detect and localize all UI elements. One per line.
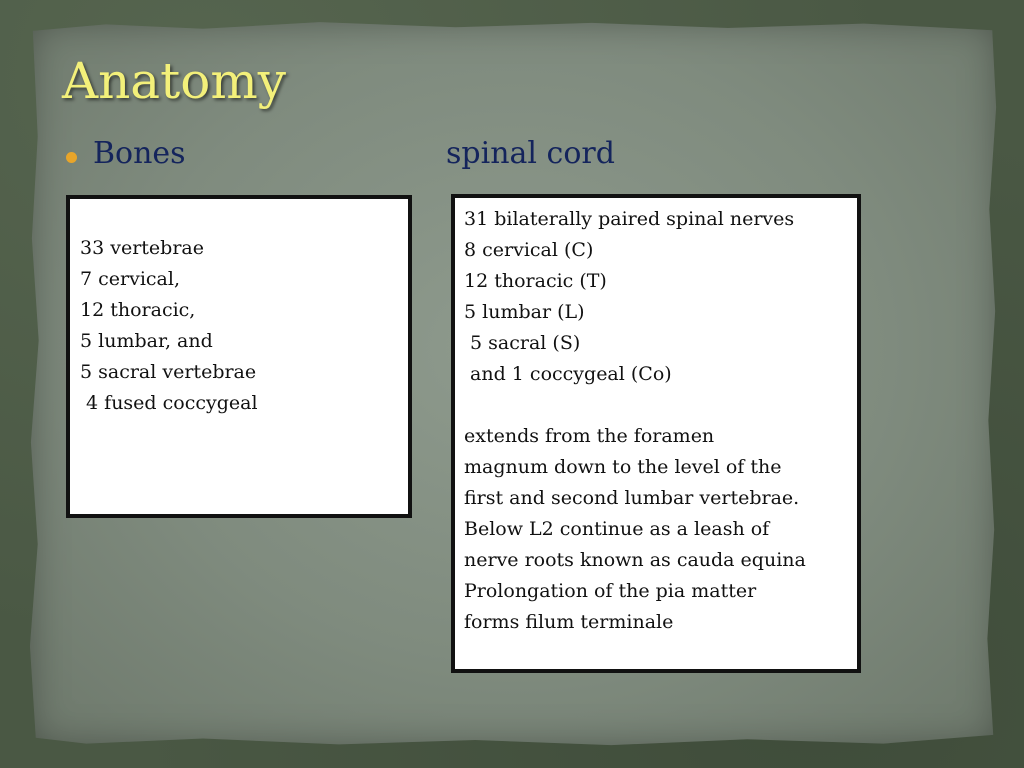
spinal-paragraph-line: Prolongation of the pia matter: [464, 580, 757, 602]
subheadings-row: [66, 136, 766, 176]
bones-line: 7 cervical,: [80, 268, 180, 290]
spinal-paragraph-line: nerve roots known as cauda equina: [464, 549, 806, 571]
spinal-paragraph-line: extends from the foramen: [464, 425, 715, 447]
spinal-cord-text-box: [451, 194, 861, 673]
spinal-paragraph-line: forms filum terminale: [464, 611, 674, 633]
spinal-spacer: [464, 390, 849, 421]
heading-bones: Bones: [93, 136, 186, 171]
spinal-line: 8 cervical (C): [464, 239, 594, 261]
bones-text-box: [66, 195, 412, 518]
slide-title: Anatomy: [62, 52, 286, 110]
bones-line: 33 vertebrae: [80, 237, 204, 259]
bones-line: 4 fused coccygeal: [80, 392, 258, 414]
spinal-line: and 1 coccygeal (Co): [464, 363, 672, 385]
heading-spinal-cord: spinal cord: [446, 136, 615, 171]
bullet-dot-icon: [66, 152, 77, 163]
spinal-line: 5 lumbar (L): [464, 301, 585, 323]
bones-line: 5 lumbar, and: [80, 330, 213, 352]
spinal-line: 12 thoracic (T): [464, 270, 607, 292]
bones-line: 12 thoracic,: [80, 299, 196, 321]
spinal-paragraph-line: Below L2 continue as a leash of: [464, 518, 770, 540]
spinal-paragraph-line: magnum down to the level of the: [464, 456, 782, 478]
spinal-line: 5 sacral (S): [464, 332, 581, 354]
bones-line: 5 sacral vertebrae: [80, 361, 257, 383]
spinal-paragraph-line: first and second lumbar vertebrae.: [464, 487, 800, 509]
spinal-line: 31 bilaterally paired spinal nerves: [464, 208, 795, 230]
